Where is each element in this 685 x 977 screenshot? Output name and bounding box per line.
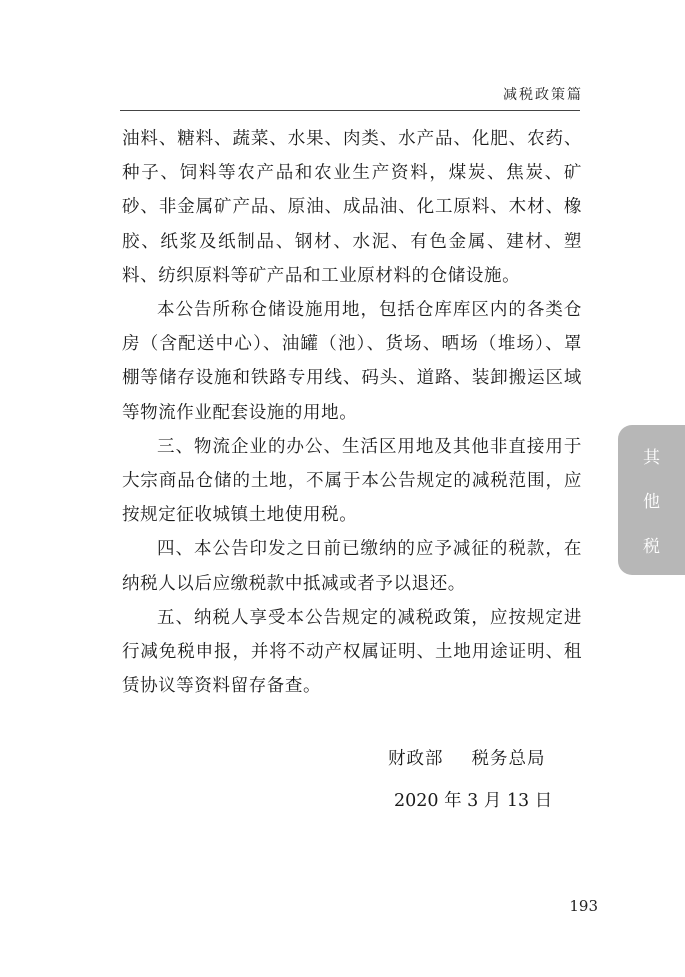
side-tab-char-1: 其 bbox=[643, 447, 660, 468]
header-rule bbox=[120, 110, 580, 111]
paragraph-1: 油料、糖料、蔬菜、水果、肉类、水产品、化肥、农药、种子、饲料等农产品和农业生产资料，煤炭、焦炭、矿砂、非金属矿产品、原油、成品油、化工原料、木材、橡胶、纸浆及纸制品、钢材、水泥、有色金属、建材、塑料、纺织原料等矿产品和工业原材料的仓储设施。 bbox=[122, 129, 582, 286]
side-tab-char-3: 税 bbox=[643, 537, 660, 558]
issuing-organizations bbox=[388, 742, 552, 776]
page-number: 193 bbox=[569, 897, 598, 915]
paragraph-2: 本公告所称仓储设施用地，包括仓库库区内的各类仓房（含配送中心）、油罐（池）、货场、晒场（堆场）、罩棚等储存设施和铁路专用线、码头、道路、装卸搬运区域等物流作业配套设施的用地。 bbox=[122, 300, 582, 423]
org-tax-administration: 税务总局 bbox=[471, 749, 546, 769]
document-body bbox=[122, 122, 582, 703]
signature-block bbox=[388, 742, 552, 818]
paragraph-4: 四、本公告印发之日前已缴纳的应予减征的税款，在纳税人以后应缴税款中抵减或者予以退还。 bbox=[122, 539, 582, 594]
paragraph-5: 五、纳税人享受本公告规定的减税政策，应按规定进行减免税申报，并将不动产权属证明、土地用途证明、租赁协议等资料留存备查。 bbox=[122, 607, 582, 697]
org-ministry-of-finance: 财政部 bbox=[388, 749, 444, 769]
section-side-tab bbox=[618, 425, 685, 575]
paragraph-3: 三、物流企业的办公、生活区用地及其他非直接用于大宗商品仓储的土地，不属于本公告规定的减税范围，应按规定征收城镇土地使用税。 bbox=[122, 436, 582, 526]
issue-date: 2020 年 3 月 13 日 bbox=[394, 791, 553, 811]
side-tab-char-2: 他 bbox=[643, 492, 660, 513]
running-header: 减税政策篇 bbox=[503, 87, 583, 103]
